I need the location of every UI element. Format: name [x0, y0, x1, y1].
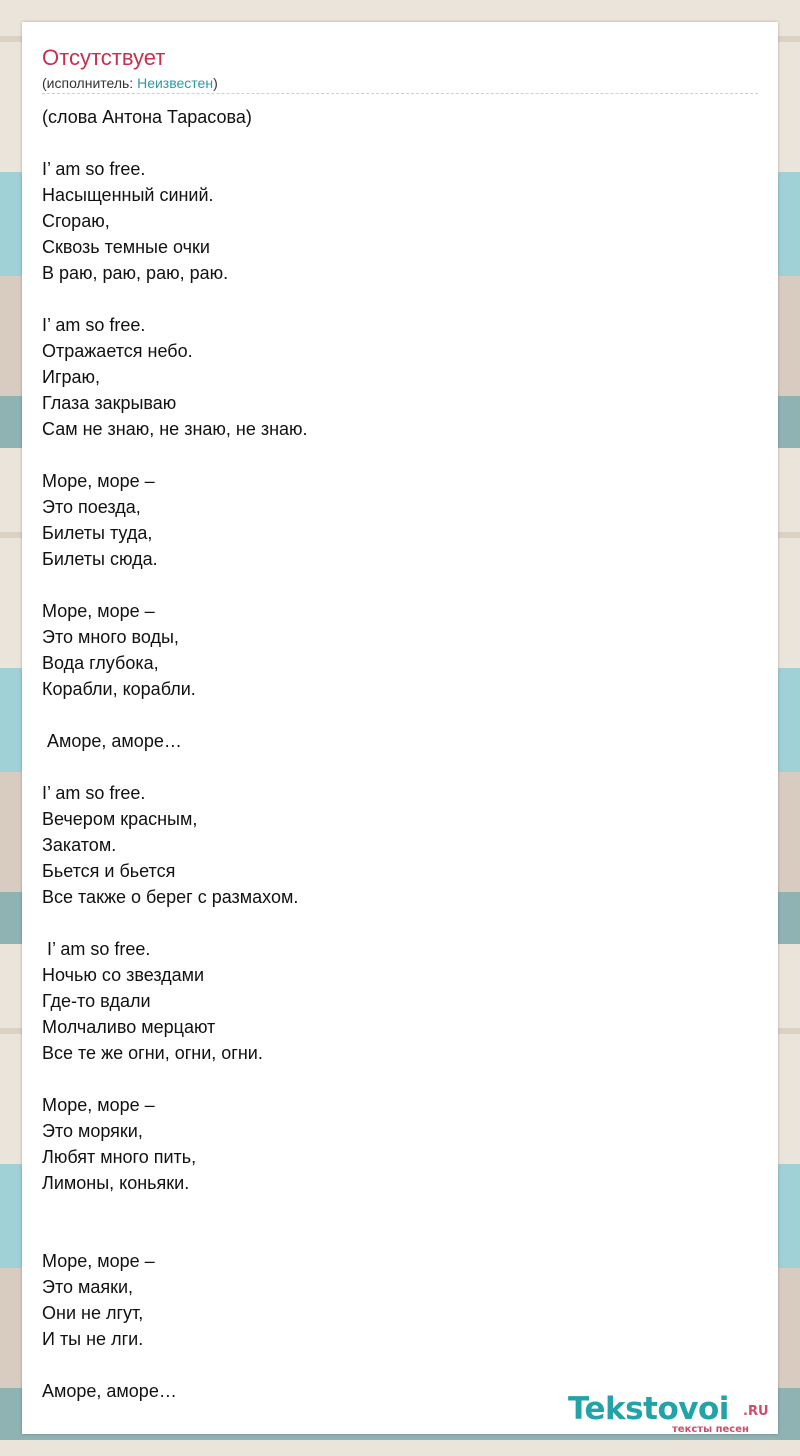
lyric-line: Аморе, аморе… — [42, 1381, 177, 1401]
lyric-line: Море, море – — [42, 1251, 155, 1271]
lyric-line: Все также о берег с размахом. — [42, 887, 299, 907]
lyrics-card — [22, 22, 778, 1434]
lyric-line — [42, 572, 762, 598]
lyric-line: Это маяки, — [42, 1277, 134, 1297]
lyric-line: (слова Антона Тарасова) — [42, 107, 252, 127]
performer-line — [42, 74, 218, 92]
performer-suffix: ) — [213, 75, 218, 91]
performer-prefix: (исполнитель: — [42, 75, 138, 91]
lyric-line — [42, 286, 762, 312]
lyric-line: I’ am so free. — [42, 939, 151, 959]
lyric-line: Море, море – — [42, 471, 155, 491]
performer-link[interactable]: Неизвестен — [137, 75, 214, 91]
lyric-line: Все те же огни, огни, огни. — [42, 1043, 263, 1063]
logo-tld: .RU — [743, 1404, 769, 1419]
lyric-line: Сам не знаю, не знаю, не знаю. — [42, 419, 308, 439]
lyric-line: И ты не лги. — [42, 1329, 144, 1349]
lyric-line: Это поезда, — [42, 497, 141, 517]
lyric-line: Море, море – — [42, 1095, 155, 1115]
lyric-line — [42, 1066, 762, 1092]
lyric-line: Закатом. — [42, 835, 117, 855]
lyric-line — [42, 1222, 762, 1248]
lyric-line: В раю, раю, раю, раю. — [42, 263, 229, 283]
lyric-line: Это моряки, — [42, 1121, 143, 1141]
lyric-line: Отражается небо. — [42, 341, 193, 361]
lyric-line — [42, 1352, 762, 1378]
lyric-line: Билеты туда, — [42, 523, 153, 543]
lyric-line: Насыщенный синий. — [42, 185, 214, 205]
lyric-line: Вода глубока, — [42, 653, 159, 673]
lyric-line — [42, 442, 762, 468]
lyric-line — [42, 754, 762, 780]
lyrics-text — [42, 104, 762, 1404]
lyric-line: Любят много пить, — [42, 1147, 197, 1167]
lyric-line: Море, море – — [42, 601, 155, 621]
lyric-line — [42, 130, 762, 156]
lyric-line: Вечером красным, — [42, 809, 198, 829]
lyric-line: I’ am so free. — [42, 315, 146, 335]
logo-name: Tekstovoi — [568, 1391, 729, 1427]
lyric-line — [42, 1196, 762, 1222]
lyric-line: Где-то вдали — [42, 991, 151, 1011]
site-logo[interactable] — [568, 1392, 778, 1436]
lyric-line: Аморе, аморе… — [42, 731, 182, 751]
lyric-line: Они не лгут, — [42, 1303, 144, 1323]
logo-tagline: тексты песен — [672, 1424, 749, 1435]
lyric-line: I’ am so free. — [42, 159, 146, 179]
lyric-line: I’ am so free. — [42, 783, 146, 803]
lyric-line: Это много воды, — [42, 627, 179, 647]
lyric-line: Билеты сюда. — [42, 549, 158, 569]
lyric-line: Лимоны, коньяки. — [42, 1173, 190, 1193]
lyric-line: Глаза закрываю — [42, 393, 177, 413]
lyric-line: Сквозь темные очки — [42, 237, 210, 257]
title-divider — [42, 93, 758, 94]
lyric-line: Сгораю, — [42, 211, 110, 231]
lyric-line — [42, 910, 762, 936]
lyric-line: Играю, — [42, 367, 101, 387]
lyric-line: Бьется и бьется — [42, 861, 176, 881]
lyric-line: Корабли, корабли. — [42, 679, 196, 699]
lyric-line — [42, 702, 762, 728]
lyric-line: Ночью со звездами — [42, 965, 205, 985]
lyric-line: Молчаливо мерцают — [42, 1017, 216, 1037]
song-title: Отсутствует — [42, 45, 166, 70]
